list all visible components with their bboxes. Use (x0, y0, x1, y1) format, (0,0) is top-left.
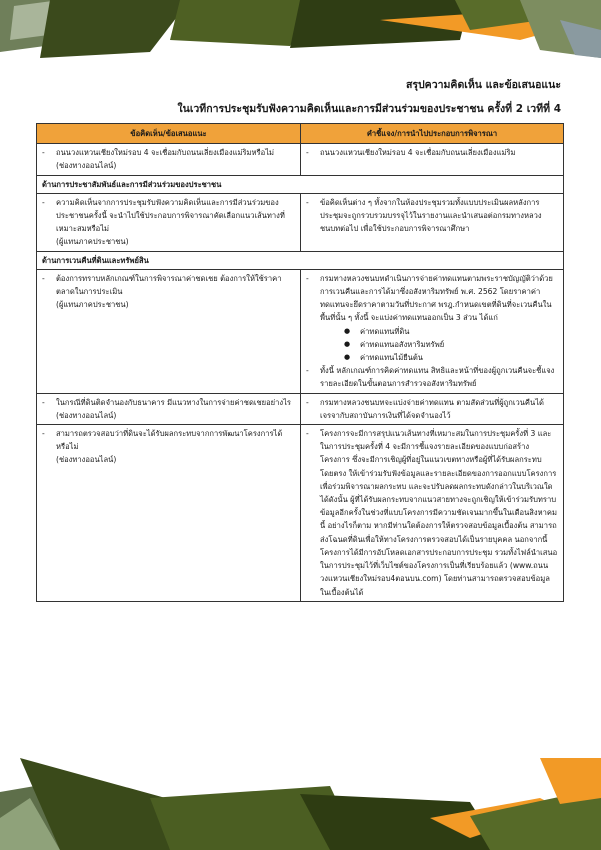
bullet-item: ● ค่าทดแทนที่ดิน (360, 325, 558, 338)
list-item: - ความคิดเห็นจากการประชุมรับฟังความคิดเห็นและการมีส่วนร่วมของประชาชนครั้งนี้ จะนำไปใช้ประกอบการพิจารณาคัดเลือกแนวเส้นทางที่เหมาะสมหรือไม่ (ผู้แทนภาคประชาชน) (42, 196, 295, 249)
list-item: - โครงการจะมีการสรุปแนวเส้นทางที่เหมาะสมในการประชุมครั้งที่ 3 และในการประชุมครั้งที่ 4 จะมีการชี้แจงรายละเอียดของแบบก่อสร้างโครงการ ซึ่งจะมีการเชิญผู้ที่อยู่ในแนวเขตทางหรือผู้ที่ได้รับผลกระทบโดยตรง ให้เข้าร่วมรับฟังข้อมูลและรายละเอียดของการออกแบบโครงการ เพื่อร่วมพิจารณาผลกระทบ และจะปรับลดผลกระทบดังกล่าวในบริเวณใดได้ดังนั้น ผู้ที่ได้รับผลกระทบจากแนวสายทางจะถูกเชิญให้เข้าร่วมรับทราบข้อมูลอีกครั้งในช่วงที่แบบโครงการมีความชัดเจนมากขึ้นในเดือนสิงหาคมนี้ อย่างไรก็ตาม หากมีท่านใดต้องการให้ตรวจสอบข้อมูลเบื้องต้น สามารถส่งโฉนดที่ดินเพื่อให้ทางโครงการตรวจสอบได้เป็นรายบุคคล นอกจากนี้ โครงการได้มีการอัปโหลดเอกสารประกอบการประชุม รวมทั้งไฟล์นำเสนอในการประชุมไว้ที่เว็บไซต์ของโครงการเป็นที่เรียบร้อยแล้ว (www.ถนนวงแหวนเชียงใหม่รอบ4ตอนบน.com) โดยท่านสามารถตรวจสอบข้อมูลในเบื้องต้นได้ (306, 427, 558, 599)
response-cell (301, 269, 564, 393)
comment-text: ในกรณีที่ดินติดจำนองกับธนาคาร มีแนวทางในการจ่ายค่าชดเชยอย่างไร (56, 397, 291, 407)
bottom-banner (0, 758, 601, 850)
top-banner-graphic (0, 0, 601, 62)
response-text: กรมทางหลวงชนบทจะแบ่งจ่ายค่าทดแทน ตามสัดส่วนที่ผู้ถูกเวนคืนได้เจรจากับสถาบันการเงินที่ได้จดจำนองไว้ (320, 397, 544, 420)
response-cell (301, 393, 564, 424)
comment-cell (37, 425, 301, 602)
list-item: - ถนนวงแหวนเชียงใหม่รอบ 4 จะเชื่อมกับถนนเลี่ยงเมืองแม่ริมหรือไม่ (ช่องทางออนไลน์) (42, 146, 295, 172)
table-header-row (37, 124, 564, 144)
comment-cell (37, 144, 301, 175)
comment-source: (ผู้แทนภาคประชาชน) (56, 300, 129, 310)
response-cell (301, 144, 564, 175)
list-item: - กรมทางหลวงชนบทจะแบ่งจ่ายค่าทดแทน ตามสัดส่วนที่ผู้ถูกเวนคืนได้เจรจากับสถาบันการเงินที่ได้จดจำนองไว้ (306, 396, 558, 422)
column-header-comments: ข้อคิดเห็น/ข้อเสนอแนะ (37, 124, 301, 144)
comment-cell (37, 193, 301, 251)
response-text: ข้อคิดเห็นต่าง ๆ ทั้งจากในห้องประชุมรวมทั้งแบบประเมินผลหลังการประชุมจะถูกรวบรวมบรรจุไว้ในรายงานและนำเสนอต่อกรมทางหลวงชนบทต่อไป เพื่อใช้ประกอบการพิจารณาศึกษา (320, 197, 542, 234)
table-row (37, 393, 564, 424)
response-cell (301, 193, 564, 251)
comment-cell (37, 393, 301, 424)
table-row (37, 269, 564, 393)
comment-source: (ช่องทางออนไลน์) (56, 410, 117, 420)
response-text: ถนนวงแหวนเชียงใหม่รอบ 4 จะเชื่อมกับถนนเลี่ยงเมืองแม่ริม (320, 148, 516, 158)
section-heading: ด้านการเวนคืนที่ดินและทรัพย์สิน (37, 251, 564, 269)
compensation-list (320, 325, 558, 365)
response-text: โครงการจะมีการสรุปแนวเส้นทางที่เหมาะสมในการประชุมครั้งที่ 3 และในการประชุมครั้งที่ 4 จะมีการชี้แจงรายละเอียดของแบบก่อสร้างโครงการ ซึ่งจะมีการเชิญผู้ที่อยู่ในแนวเขตทางหรือผู้ที่ได้รับผลกระทบโดยตรง ให้เข้าร่วมรับฟังข้อมูลและรายละเอียดของการออกแบบโครงการ เพื่อร่วมพิจารณาผลกระทบ และจะปรับลดผลกระทบดังกล่าวในบริเวณใดได้ดังนั้น ผู้ที่ได้รับผลกระทบจากแนวสายทางจะถูกเชิญให้เข้าร่วมรับทราบข้อมูลอีกครั้งในช่วงที่แบบโครงการมีความชัดเจนมากขึ้นในเดือนสิงหาคมนี้ อย่างไรก็ตาม หากมีท่านใดต้องการให้ตรวจสอบข้อมูลเบื้องต้น สามารถส่งโฉนดที่ดินเพื่อให้ทางโครงการตรวจสอบได้เป็นรายบุคคล นอกจากนี้ โครงการได้มีการอัปโหลดเอกสารประกอบการประชุม รวมทั้งไฟล์นำเสนอในการประชุมไว้ที่เว็บไซต์ของโครงการเป็นที่เรียบร้อยแล้ว (www.ถนนวงแหวนเชียงใหม่รอบ4ตอนบน.com) โดยท่านสามารถตรวจสอบข้อมูลในเบื้องต้นได้ (320, 429, 558, 597)
response-cell (301, 425, 564, 602)
top-banner (0, 0, 601, 62)
column-header-responses: คำชี้แจง/การนำไปประกอบการพิจารณา (301, 124, 564, 144)
comment-text: สามารถตรวจสอบว่าที่ดินจะได้รับผลกระทบจากการพัฒนาโครงการได้หรือไม่ (56, 429, 283, 452)
comment-source: (ช่องทางออนไลน์) (56, 455, 117, 465)
comments-table (36, 123, 564, 602)
bottom-banner-graphic (0, 758, 601, 850)
comment-cell (37, 269, 301, 393)
comment-text: ต้องการทราบหลักเกณฑ์ในการพิจารณาค่าชดเชย ต้องการให้ใช้ราคาตลาดในการประเมิน (56, 273, 282, 297)
comment-source: (ผู้แทนภาคประชาชน) (56, 237, 129, 247)
list-item: - ในกรณีที่ดินติดจำนองกับธนาคาร มีแนวทางในการจ่ายค่าชดเชยอย่างไร (ช่องทางออนไลน์) (42, 396, 295, 422)
list-item: - สามารถตรวจสอบว่าที่ดินจะได้รับผลกระทบจากการพัฒนาโครงการได้หรือไม่ (ช่องทางออนไลน์) (42, 427, 295, 467)
list-item: - กรมทางหลวงชนบทดำเนินการจ่ายค่าทดแทนตามพระราชบัญญัติว่าด้วยการเวนคืนและการได้มาซึ่งอสังหาริมทรัพย์ พ.ศ. 2562 โดยราคาค่าทดแทนจะยึดราคาตามวันที่ประกาศ พรฎ.กำหนดเขตที่ดินที่จะเวนคืนในพื้นที่นั้น ๆ ทั้งนี้ จะแบ่งค่าทดแทนออกเป็น 3 ส่วน ได้แก่ ● ค่าทดแทนที่ดิน ● ค่าทดแทนอสังหาริมทรัพย์ ● ค่าทดแทนไม้ยืนต้น (306, 272, 558, 364)
table-row (37, 193, 564, 251)
list-item: - ทั้งนี้ หลักเกณฑ์การคิดค่าทดแทน สิทธิและหน้าที่ของผู้ถูกเวนคืนจะชี้แจงรายละเอียดในขั้นตอนการสำรวจอสังหาริมทรัพย์ (306, 364, 558, 390)
document-title: สรุปความคิดเห็น และข้อเสนอแนะ (405, 79, 561, 91)
comment-text: ถนนวงแหวนเชียงใหม่รอบ 4 จะเชื่อมกับถนนเลี่ยงเมืองแม่ริมหรือไม่ (56, 148, 275, 158)
comment-text: ความคิดเห็นจากการประชุมรับฟังความคิดเห็นและการมีส่วนร่วมของประชาชนครั้งนี้ จะนำไปใช้ประกอบการพิจารณาคัดเลือกแนวเส้นทางที่เหมาะสมหรือไม่ (56, 197, 285, 234)
section-heading: ด้านการประชาสัมพันธ์และการมีส่วนร่วมของประชาชน (37, 175, 564, 193)
bullet-item: ● ค่าทดแทนอสังหาริมทรัพย์ (360, 338, 558, 351)
section-row (37, 251, 564, 269)
comment-source: (ช่องทางออนไลน์) (56, 161, 117, 171)
list-item: - ต้องการทราบหลักเกณฑ์ในการพิจารณาค่าชดเชย ต้องการให้ใช้ราคาตลาดในการประเมิน (ผู้แทนภาคประชาชน) (42, 272, 295, 312)
response-text: ทั้งนี้ หลักเกณฑ์การคิดค่าทดแทน สิทธิและหน้าที่ของผู้ถูกเวนคืนจะชี้แจงรายละเอียดในขั้นตอนการสำรวจอสังหาริมทรัพย์ (320, 366, 555, 389)
list-item: - ถนนวงแหวนเชียงใหม่รอบ 4 จะเชื่อมกับถนนเลี่ยงเมืองแม่ริม (306, 146, 558, 159)
table-row (37, 425, 564, 602)
section-row (37, 175, 564, 193)
document-subtitle: ในเวทีการประชุมรับฟังความคิดเห็นและการมีส่วนร่วมของประชาชน ครั้งที่ 2 เวทีที่ 4 (177, 103, 561, 115)
bullet-item: ● ค่าทดแทนไม้ยืนต้น (360, 351, 558, 364)
list-item: - ข้อคิดเห็นต่าง ๆ ทั้งจากในห้องประชุมรวมทั้งแบบประเมินผลหลังการประชุมจะถูกรวบรวมบรรจุไว้ในรายงานและนำเสนอต่อกรมทางหลวงชนบทต่อไป เพื่อใช้ประกอบการพิจารณาศึกษา (306, 196, 558, 236)
table-row (37, 144, 564, 175)
response-text: กรมทางหลวงชนบทดำเนินการจ่ายค่าทดแทนตามพระราชบัญญัติว่าด้วยการเวนคืนและการได้มาซึ่งอสังหาริมทรัพย์ พ.ศ. 2562 โดยราคาค่าทดแทนจะยึดราคาตามวันที่ประกาศ พรฎ.กำหนดเขตที่ดินที่จะเวนคืนในพื้นที่นั้น ๆ ทั้งนี้ จะแบ่งค่าทดแทนออกเป็น 3 ส่วน ได้แก่ (320, 273, 553, 323)
